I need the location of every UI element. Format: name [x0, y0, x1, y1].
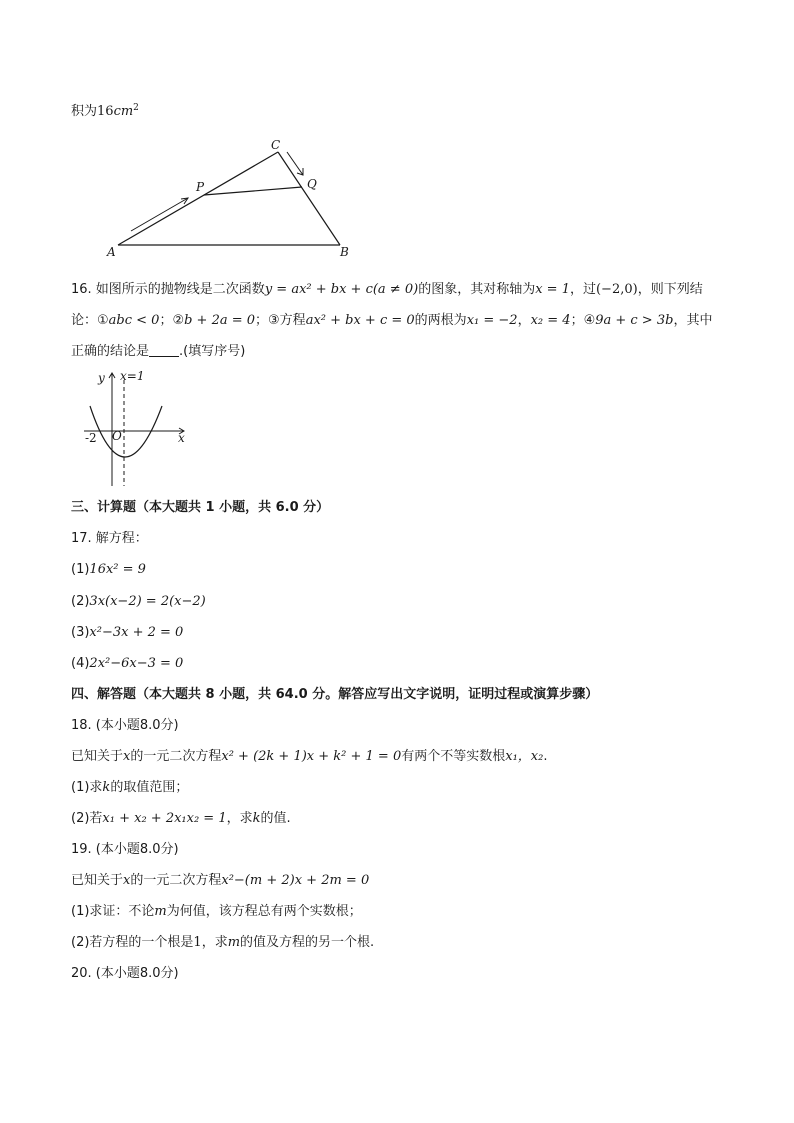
- q16-line1: [71, 281, 703, 299]
- parabola-figure: [80, 366, 195, 488]
- q16-prefix: 16. 如图所示的抛物线是二次函数: [71, 282, 265, 297]
- q16-opt2: b + 2a = 0: [184, 313, 256, 328]
- q19-stem-b: 的一元二次方程: [130, 873, 222, 888]
- area-exponent: 2: [133, 103, 139, 113]
- q18-stem-end: .: [543, 749, 548, 764]
- q16-answer-hint: .(填写序号): [179, 344, 246, 359]
- q20-title: 20. (本小题8.0分): [71, 966, 179, 981]
- q18-roots: x₁，x₂: [505, 749, 544, 764]
- y-axis-label: y: [98, 371, 105, 385]
- label-p: P: [196, 180, 205, 194]
- q18-p2-var: k: [252, 811, 261, 826]
- symmetry-axis-label: x=1: [120, 369, 145, 383]
- q16-answer-prompt: 正确的结论是: [71, 344, 150, 359]
- area-unit: cm: [113, 104, 134, 119]
- q16-opt2-lead: ；②: [159, 313, 185, 328]
- q19-p1-b: 为何值，该方程总有两个实数根；: [166, 904, 362, 919]
- x-axis-label: x: [178, 431, 185, 445]
- q16-comma: ，: [517, 313, 531, 328]
- q17-part3-label: (3): [71, 625, 90, 640]
- q18-title: 18. (本小题8.0分): [71, 718, 179, 733]
- q19-stem: [71, 872, 369, 890]
- q17-part4: [71, 655, 183, 673]
- label-a: A: [107, 245, 116, 259]
- q19-p2-b: ，求: [201, 935, 228, 950]
- answer-blank[interactable]: [149, 344, 179, 357]
- q18-stem-a: 已知关于: [71, 749, 124, 764]
- triangle-figure: [100, 130, 360, 265]
- origin-label: O: [112, 429, 122, 443]
- area-value: 16: [97, 104, 114, 119]
- q16-root2: x₂ = 4: [530, 313, 571, 328]
- q16-point: (−2,0): [595, 282, 638, 297]
- q17-part3-expr: x²−3x + 2 = 0: [89, 625, 184, 640]
- q16-opt1-lead: 论：①: [71, 313, 109, 328]
- q16-opt1: abc < 0: [108, 313, 160, 328]
- q16-opt3-mid: 的两根为: [414, 313, 467, 328]
- q18-p1-var: k: [102, 780, 111, 795]
- q19-equation: x²−(m + 2)x + 2m = 0: [221, 873, 370, 888]
- label-q: Q: [307, 177, 317, 191]
- q19-p2-a: (2)若方程的一个根是: [71, 935, 194, 950]
- q16-line3: [71, 343, 245, 361]
- neg2-label: -2: [85, 431, 97, 445]
- q16-line2: [71, 312, 712, 330]
- q18-stem: [71, 748, 547, 766]
- q16-axis: x = 1: [535, 282, 570, 297]
- area-line: [71, 103, 139, 121]
- q16-opt3-lead: ；③方程: [255, 313, 306, 328]
- label-c: C: [271, 138, 281, 152]
- q17-part2-label: (2): [71, 594, 90, 609]
- q16-opt4-lead: ；④: [570, 313, 596, 328]
- q16-end: ，则下列结: [637, 282, 703, 297]
- label-b: B: [340, 245, 349, 259]
- q16-opt3-eq: ax² + bx + c = 0: [305, 313, 415, 328]
- q16-root1: x₁ = −2: [466, 313, 518, 328]
- section4-title: 四、解答题（本大题共 8 小题，共 64.0 分。解答应写出文字说明，证明过程或演算步骤）: [71, 687, 599, 702]
- section3-title: 三、计算题（本大题共 1 小题，共 6.0 分）: [71, 500, 330, 515]
- q19-stem-a: 已知关于: [71, 873, 124, 888]
- q18-p1-b: 的取值范围；: [110, 780, 189, 795]
- q18-part1: [71, 779, 188, 797]
- q17-part4-expr: 2x²−6x−3 = 0: [89, 656, 184, 671]
- q16-mid: 的图象，其对称轴为: [418, 282, 536, 297]
- q18-p2-b: ，求: [226, 811, 253, 826]
- q16-opt4: 9a + c > 3b: [595, 313, 674, 328]
- q17-part1-expr: 16x² = 9: [89, 562, 146, 577]
- q19-stem-var: x: [123, 873, 131, 888]
- q19-p2-c: 的值及方程的另一个根.: [240, 935, 375, 950]
- q18-p2-a: (2)若: [71, 811, 103, 826]
- q19-part2: [71, 934, 374, 952]
- q18-part2: [71, 810, 291, 828]
- q18-p1-a: (1)求: [71, 780, 103, 795]
- q17-part2: [71, 593, 206, 611]
- q16-tail: ，其中: [673, 313, 713, 328]
- q19-p1-a: (1)求证：不论: [71, 904, 155, 919]
- q19-p2-var: m: [227, 935, 241, 950]
- q18-stem-var: x: [123, 749, 131, 764]
- q19-p1-var: m: [154, 904, 167, 919]
- q18-p2-c: 的值.: [260, 811, 291, 826]
- q18-p2-expr: x₁ + x₂ + 2x₁x₂ = 1: [102, 811, 227, 826]
- q17-title: 17. 解方程：: [71, 531, 148, 546]
- q17-part3: [71, 624, 183, 642]
- q17-part4-label: (4): [71, 656, 90, 671]
- q17-part1-label: (1): [71, 562, 90, 577]
- q19-part1: [71, 903, 362, 921]
- q18-stem-b: 的一元二次方程: [130, 749, 222, 764]
- q17-part1: [71, 561, 146, 579]
- q19-title: 19. (本小题8.0分): [71, 842, 179, 857]
- q18-equation: x² + (2k + 1)x + k² + 1 = 0: [221, 749, 402, 764]
- q19-p2-val: 1: [193, 935, 202, 950]
- area-prefix: 积为: [71, 104, 98, 119]
- q16-after: ，过: [569, 282, 596, 297]
- q16-function: y = ax² + bx + c(a ≠ 0): [264, 282, 419, 297]
- q18-stem-c: 有两个不等实数根: [401, 749, 506, 764]
- q17-part2-expr: 3x(x−2) = 2(x−2): [89, 594, 206, 609]
